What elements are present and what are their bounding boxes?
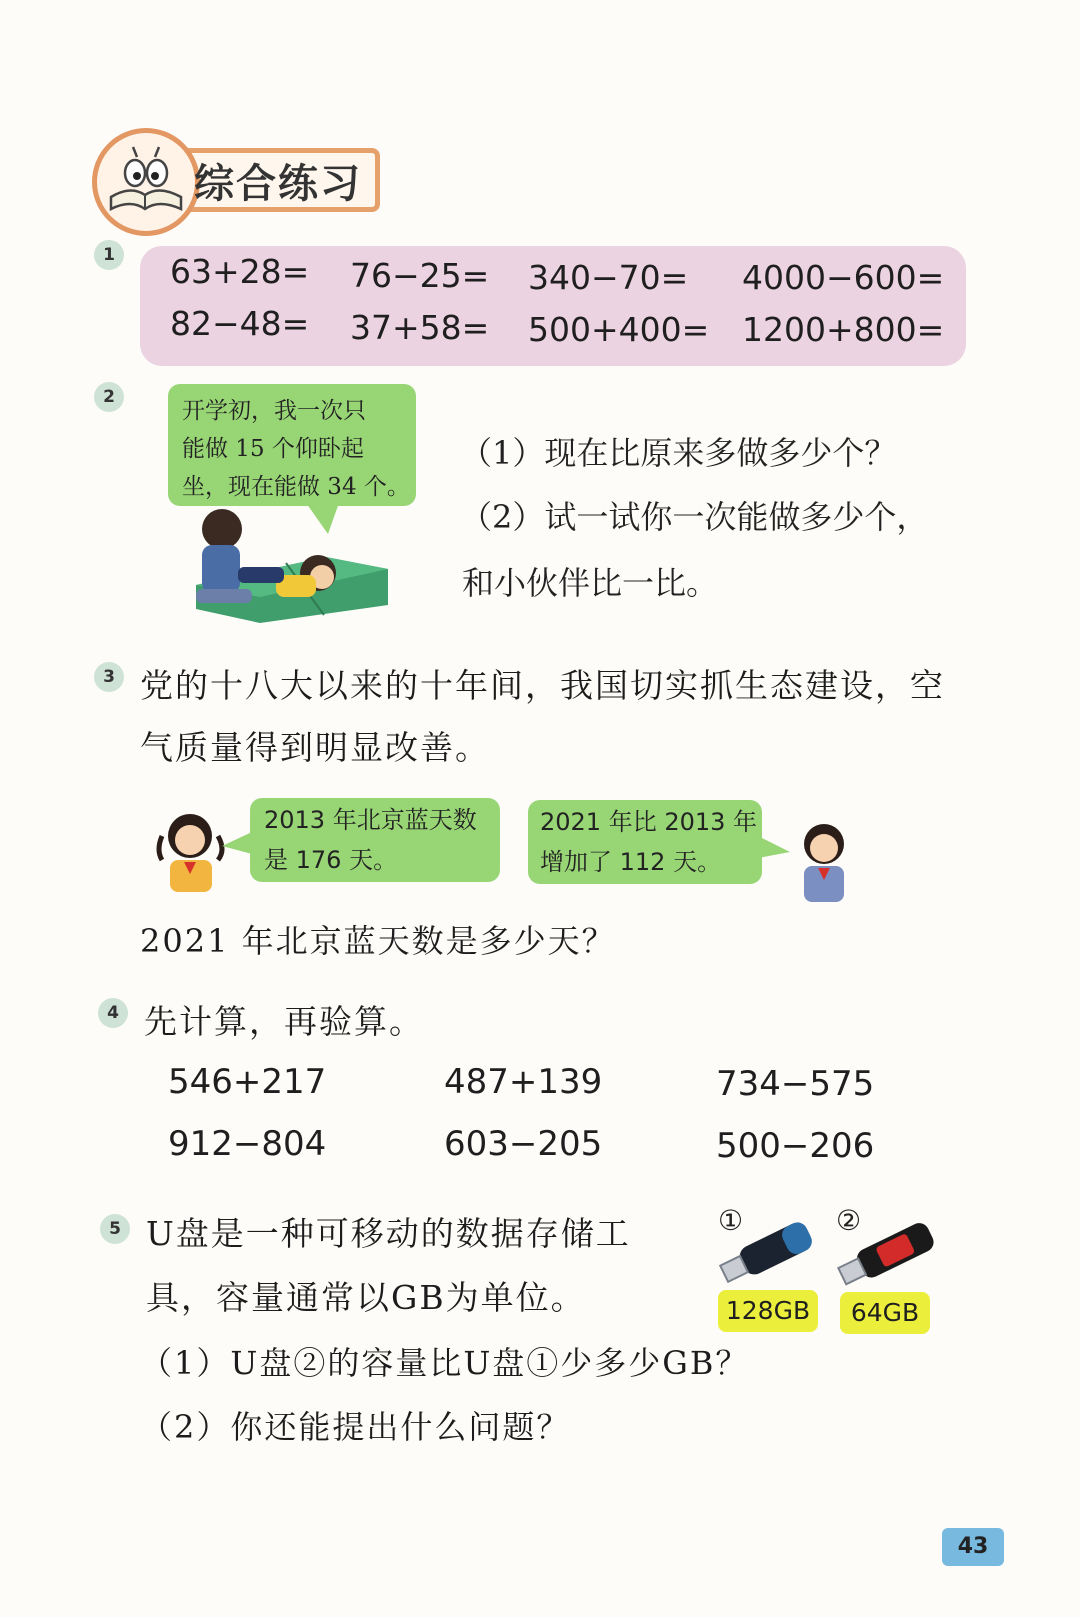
equation: 82−48=: [170, 304, 310, 343]
equation: 63+28=: [170, 252, 310, 291]
equation: 37+58=: [350, 308, 490, 347]
calculation: 912−804: [168, 1124, 327, 1164]
bubble-tail: [758, 836, 792, 860]
paragraph-line: 党的十八大以来的十年间，我国切实抓生态建设，空: [140, 666, 945, 705]
equation: 76−25=: [350, 256, 490, 295]
calculation: 500−206: [716, 1126, 875, 1166]
book-mascot-icon: [92, 128, 200, 236]
equation: 340−70=: [528, 258, 689, 297]
question-text: （2）你还能提出什么问题？: [140, 1408, 571, 1446]
question-number-2: 2: [94, 382, 124, 412]
usb-drive-icon: [830, 1214, 940, 1290]
calculation: 734−575: [716, 1064, 875, 1104]
bubble-text: [540, 802, 757, 882]
girl-illustration: [792, 820, 856, 902]
instruction-text: 先计算，再验算。: [144, 1002, 424, 1041]
question-text: 和小伙伴比一比。: [462, 564, 719, 602]
equation: 1200+800=: [742, 310, 945, 349]
usb-label-1: ①: [718, 1204, 744, 1237]
question-text: （1）U盘②的容量比U盘①少多少GB？: [140, 1344, 750, 1382]
bubble-line: 增加了 112 天。: [540, 848, 722, 876]
bubble-tail: [222, 832, 254, 856]
bubble-line: 开学初，我一次只: [182, 398, 366, 424]
capacity-tag: 128GB: [718, 1290, 818, 1332]
calculation: 487+139: [444, 1062, 603, 1102]
paragraph-line: U盘是一种可移动的数据存储工: [146, 1214, 631, 1253]
section-title: 综合练习: [194, 161, 362, 207]
question-number-5: 5: [100, 1214, 130, 1244]
situps-illustration: [176, 505, 396, 623]
bubble-line: 2021 年比 2013 年: [540, 808, 758, 836]
question-number-4: 4: [98, 998, 128, 1028]
capacity-tag: 64GB: [840, 1292, 930, 1334]
paragraph-line: 具，容量通常以GB为单位。: [146, 1278, 586, 1317]
bubble-text: [182, 392, 410, 506]
bubble-text: [264, 800, 477, 880]
bubble-line: 能做 15 个仰卧起: [182, 436, 364, 462]
calculation: 546+217: [168, 1062, 327, 1102]
equation: 4000−600=: [742, 258, 945, 297]
bubble-line: 2013 年北京蓝天数: [264, 806, 477, 834]
usb-drive-icon: [712, 1214, 820, 1286]
question-number-3: 3: [94, 662, 124, 692]
equation: 500+400=: [528, 310, 710, 349]
usb-label-2: ②: [836, 1204, 862, 1237]
page-number: 43: [942, 1528, 1004, 1566]
paragraph-line: 气质量得到明显改善。: [140, 728, 490, 767]
question-number-1: 1: [94, 240, 124, 270]
bubble-line: 是 176 天。: [264, 846, 398, 874]
question-text: （1）现在比原来多做多少个？: [460, 434, 897, 472]
question-text: （2）试一试你一次能做多少个，: [460, 498, 929, 536]
question-text: 2021 年北京蓝天数是多少天？: [140, 922, 616, 960]
girl-illustration: [156, 810, 228, 892]
calculation: 603−205: [444, 1124, 603, 1164]
bubble-line: 坐，现在能做 34 个。: [182, 474, 410, 500]
